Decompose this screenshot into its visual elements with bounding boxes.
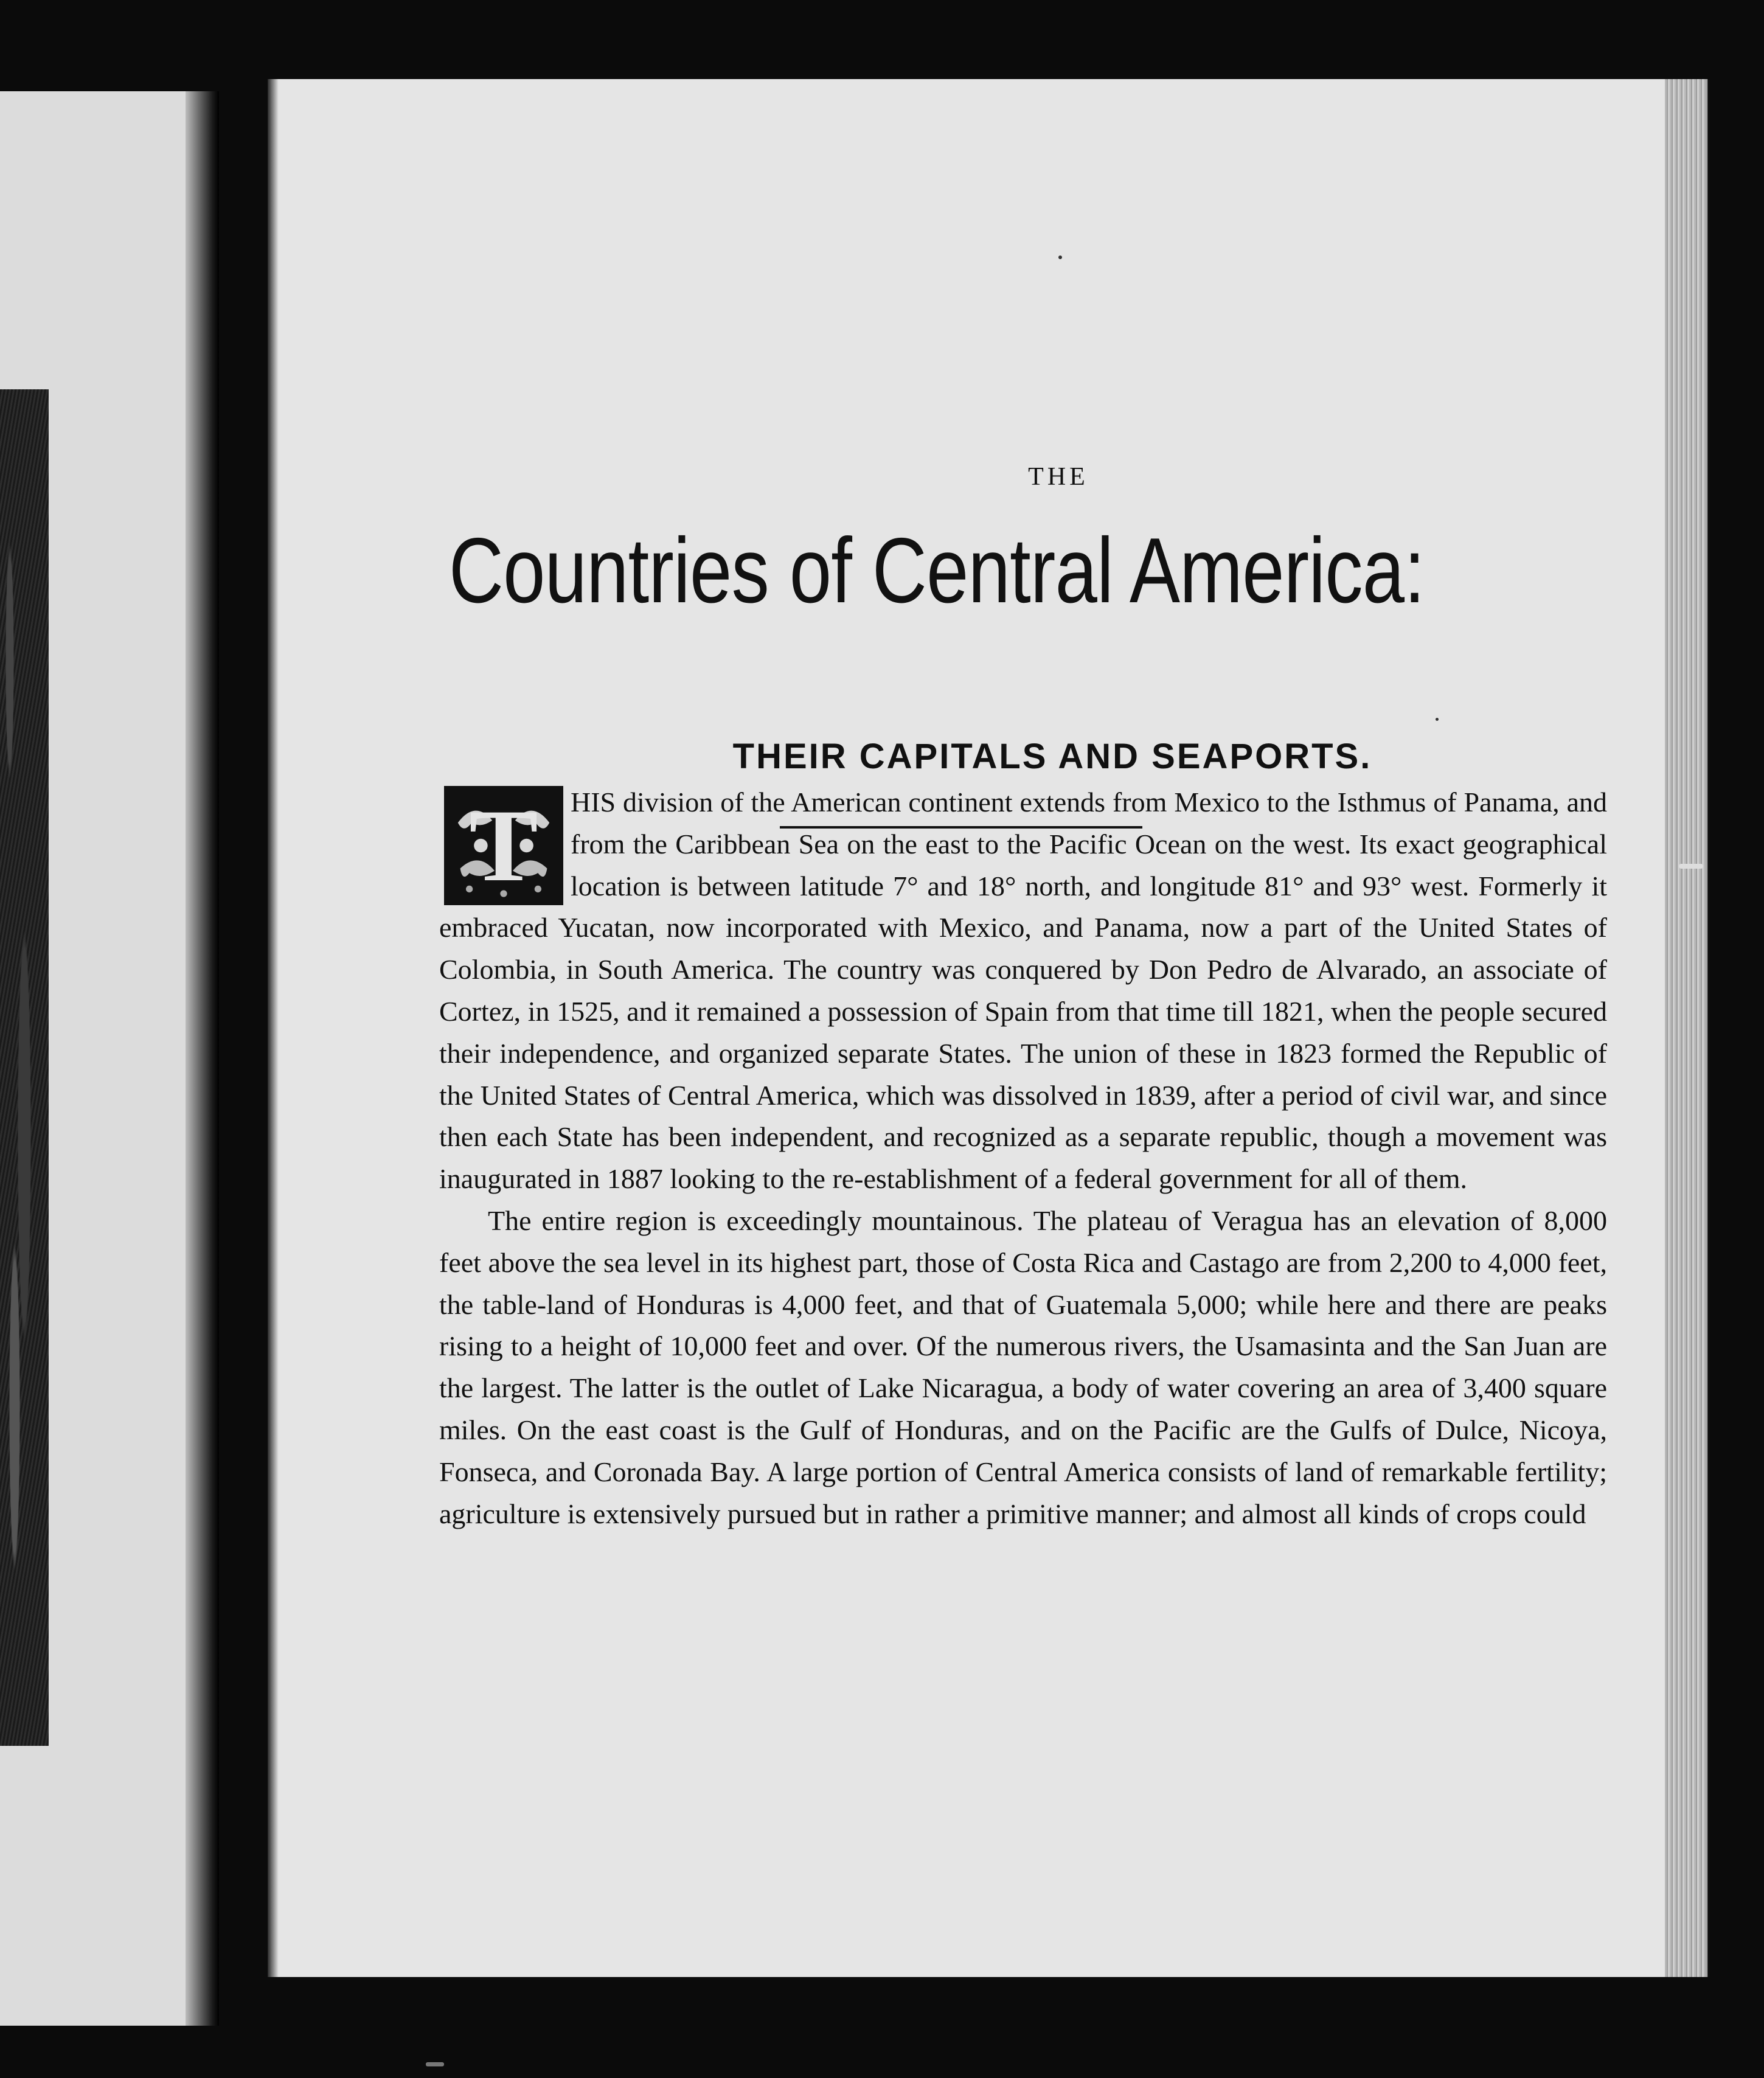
page-title: Countries of Central America: <box>448 519 1425 622</box>
drop-cap-ornament <box>444 786 563 905</box>
scan-speck <box>1058 255 1062 259</box>
page-spine-shadow <box>268 79 279 1977</box>
paragraph-2: The entire region is exceedingly mountainous. The plateau of Veragua has an elevation of 8,000 feet above the sea level in its highest part, those of Costa Rica and Castago are from 2,200 to 4,000 feet, the table-land of Honduras is 4,000 feet, and that of Guatemala 5,000; while here and there are peaks rising to a height of 10,000 feet and over. Of the numerous rivers, the Usamasinta and the San Juan are the largest. The latter is the outlet of Lake Nicaragua, a body of water covering an area of 3,400 square miles. On the east coast is the Gulf of Honduras, and on the Pacific are the Gulfs of Dulce, Nicoya, Fonseca, and Coronada Bay. A large portion of Central America consists of land of remarkable fertility; agriculture is extensively pursued but in rather a primitive manner; and almost all kinds of crops could <box>439 1204 1607 1529</box>
paragraph-1: HIS division of the American continent extends from Mexico to the Isthmus of Panama, and from the Caribbean Sea on the east to the Pacific Ocean on the west. Its exact geographical location is between latitude 7° and 18° north, and longitude 81° and 93° west. Formerly it embraced Yucatan, now incorporated with Mexico, and Panama, now a part of the United States of Colombia, in South America. The country was conquered by Don Pedro de Alvarado, an associate of Cortez, in 1525, and it remained a possession of Spain from that time till 1821, when the people secured their independence, and organized separate States. The union of these in 1823 formed the Republic of the United States of Central America, which was dissolved in 1839, after a period of civil war, and since then each State has been independent, and recognized as a separate republic, though a movement was inaugurated in 1887 looking to the re-establishment of a federal government for all of them. <box>439 787 1607 1195</box>
right-page <box>268 79 1667 1977</box>
scan-speck <box>1679 864 1703 869</box>
left-page-fragment <box>0 91 219 2026</box>
scan-speck <box>426 2062 444 2066</box>
header-the: THE <box>1028 463 1089 491</box>
page-subtitle: THEIR CAPITALS AND SEAPORTS. <box>732 737 1372 776</box>
drop-cap-letter: T <box>469 788 538 903</box>
body-text <box>439 782 1607 1535</box>
scan-speck <box>1436 718 1439 721</box>
engraving-image <box>0 389 49 1746</box>
page-fore-edge <box>1665 79 1709 1977</box>
left-page-plate-illustration <box>0 389 49 1746</box>
page-gutter <box>186 91 219 2026</box>
